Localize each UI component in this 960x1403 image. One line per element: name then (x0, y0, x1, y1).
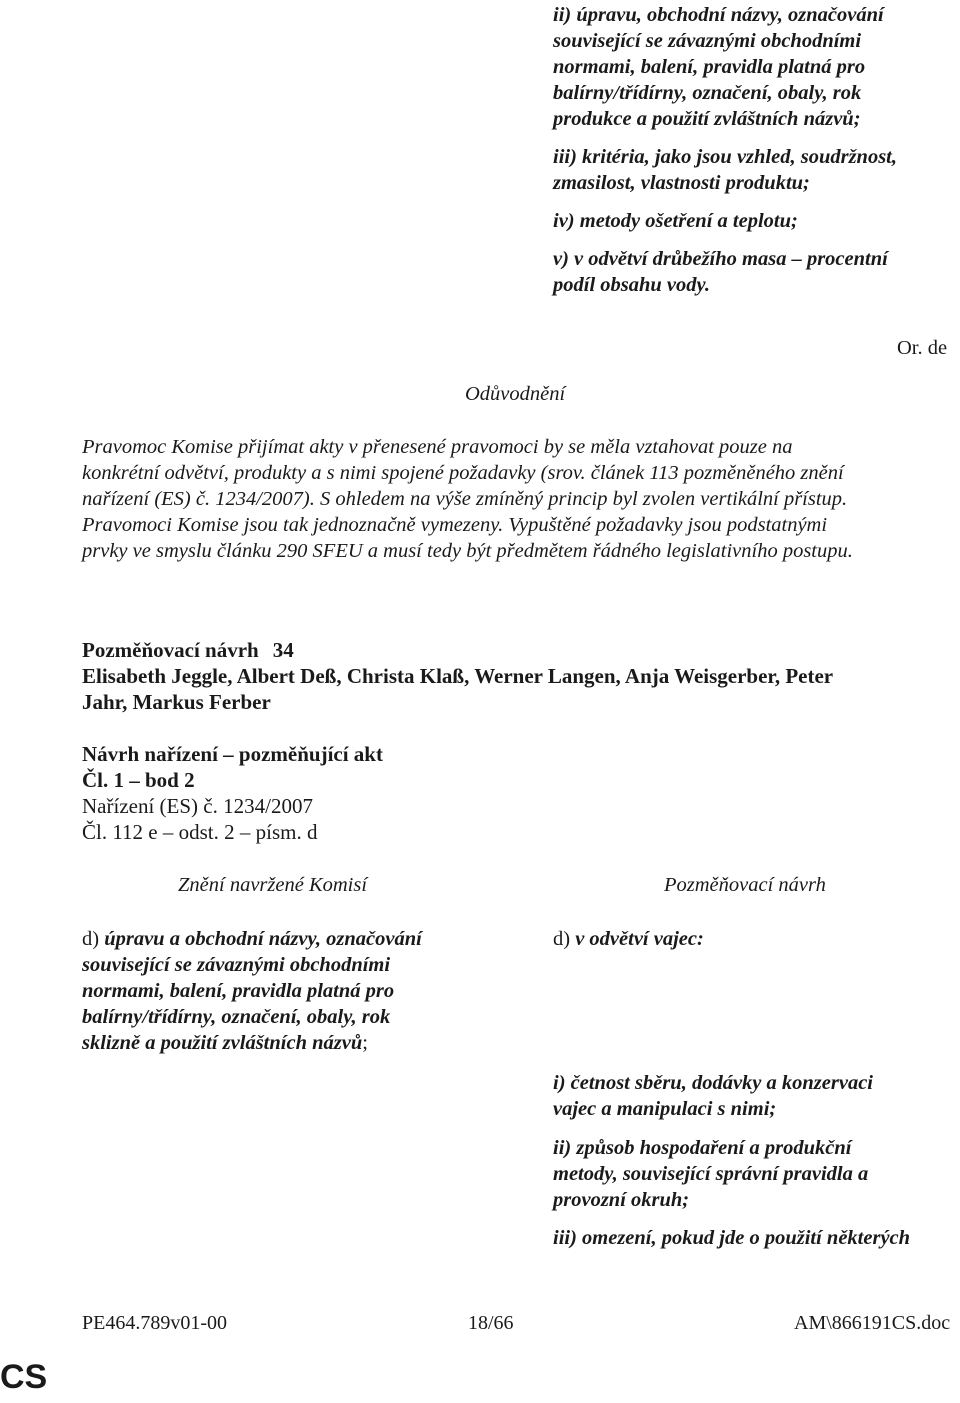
left-column-line (82, 926, 422, 952)
left-item-suffix: ; (362, 1032, 368, 1054)
language-code: CS (0, 1358, 48, 1396)
right-item-text: v odvětví vajec: (575, 928, 704, 950)
left-column-line (82, 1030, 368, 1056)
right-item-ii-line: provozní okruh; (553, 1189, 690, 1211)
footer-document-name: AM\866191CS.doc (794, 1312, 951, 1334)
left-item-text: úpravu a obchodní názvy, označování (104, 928, 422, 950)
item-iii-line: zmasilost, vlastnosti produktu; (553, 172, 810, 194)
right-item-i-line: i) četnost sběru, dodávky a konzervaci (553, 1072, 873, 1094)
right-column-heading: Pozměňovací návrh (664, 874, 826, 896)
right-item-iii-line: iii) omezení, pokud jde o použití některých (553, 1227, 911, 1249)
continuation-line: produkce a použití zvláštních názvů; (553, 108, 861, 130)
amendment-number: 34 (272, 638, 294, 662)
justification-line: prvky ve smyslu článku 290 SFEU a musí tedy být předmětem řádného legislativního postupu. (82, 540, 853, 562)
item-v-line: v) v odvětví drůbežího masa – procentní (553, 248, 888, 270)
amendment-header (82, 637, 833, 715)
amendment-authors-line: Elisabeth Jeggle, Albert Deß, Christa Klaß, Werner Langen, Anja Weisgerber, Peter (82, 664, 834, 688)
left-item-text: sklizně a použití zvláštních názvů (82, 1032, 363, 1054)
item-iii-line: iii) kritéria, jako jsou vzhled, soudržnost, (553, 146, 898, 168)
continuation-line: ii) úpravu, obchodní názvy, označování (553, 4, 884, 26)
left-column-line: balírny/třídírny, označení, obaly, rok (82, 1006, 391, 1028)
footer-page-number: 18/66 (468, 1312, 514, 1334)
continuation-line: normami, balení, pravidla platná pro (553, 56, 866, 78)
amendment-title-line (82, 637, 833, 663)
right-item-ii-line: metody, související správní pravidla a (553, 1163, 869, 1185)
original-language-label: Or. de (897, 337, 948, 359)
left-column-heading: Znění navržené Komisí (178, 874, 368, 896)
regulation-label: Nařízení (ES) č. 1234/2007 (82, 794, 313, 818)
item-iv-line: iv) metody ošetření a teplotu; (553, 210, 798, 232)
justification-line: Pravomoci Komise jsou tak jednoznačně vymezeny. Vypuštěné požadavky jsou podstatnými (82, 514, 828, 536)
right-column-line (553, 926, 704, 952)
proposal-label: Návrh nařízení – pozměňující akt (82, 742, 383, 766)
right-item-i-line: vajec a manipulaci s nimi; (553, 1098, 777, 1120)
left-column-line: normami, balení, pravidla platná pro (82, 980, 395, 1002)
justification-heading: Odůvodnění (465, 383, 566, 405)
continuation-line: související se závaznými obchodními (553, 30, 862, 52)
right-item-prefix: d) (553, 928, 576, 950)
article-label: Čl. 1 – bod 2 (82, 768, 195, 792)
justification-line: Pravomoc Komise přijímat akty v přenesené pravomoci by se měla vztahovat pouze na (82, 436, 793, 458)
amendment-authors-line: Jahr, Markus Ferber (82, 690, 271, 714)
amendment-title: Pozměňovací návrh (82, 638, 259, 662)
continuation-line: balírny/třídírny, označení, obaly, rok (553, 82, 862, 104)
justification-line: nařízení (ES) č. 1234/2007). S ohledem na výše zmíněný princip byl zvolen vertikální přístup. (82, 488, 848, 510)
item-v-line: podíl obsahu vody. (553, 274, 710, 296)
left-item-prefix: d) (82, 928, 105, 950)
provision-label: Čl. 112 e – odst. 2 – písm. d (82, 820, 318, 844)
right-item-ii-line: ii) způsob hospodaření a produkční (553, 1137, 852, 1159)
left-column-line: související se závaznými obchodními (82, 954, 391, 976)
footer-reference: PE464.789v01-00 (82, 1312, 227, 1334)
amendment-reference (82, 741, 383, 845)
justification-line: konkrétní odvětví, produkty a s nimi spojené požadavky (srov. článek 113 pozměněného znění (82, 462, 844, 484)
